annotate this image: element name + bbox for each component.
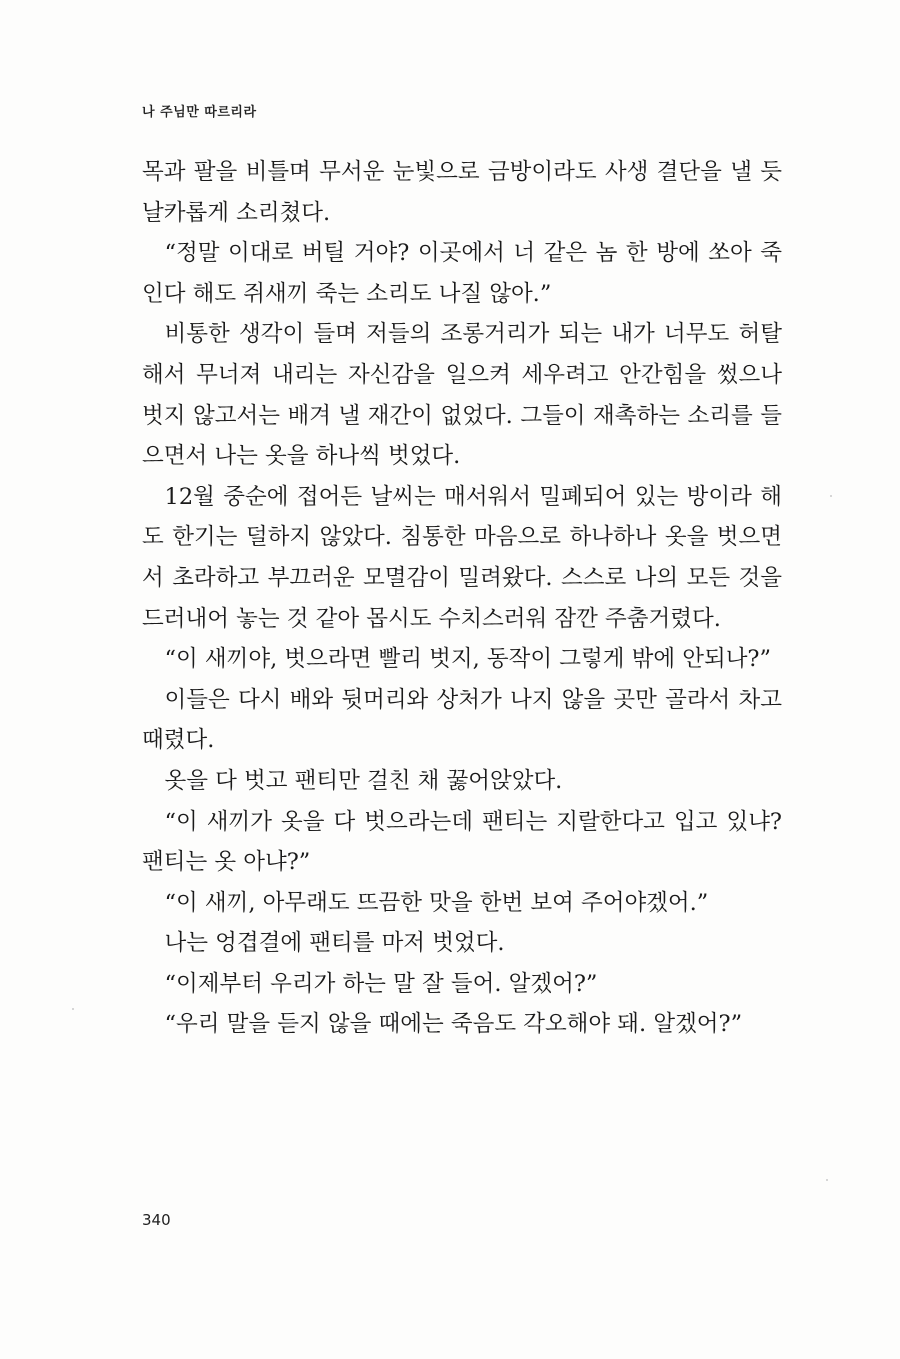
paragraph: “이 새끼야, 벗으라면 빨리 벗지, 동작이 그렇게 밖에 안되나?” <box>164 646 771 673</box>
paragraph: 비통한 생각이 들며 저들의 조롱거리가 되는 내가 너무도 허탈해서 무너져 내리는 자신감을 일으켜 세우려고 안간힘을 썼으나 벗지 않고서는 배겨 낼 재간이 없었다. 그들이 재촉하는 소리를 들으면서 나는 옷을 하나씩 벗었다. <box>142 321 782 470</box>
scan-speck <box>72 1008 74 1010</box>
paragraph: 목과 팔을 비틀며 무서운 눈빛으로 금방이라도 사생 결단을 낼 듯 날카롭게 소리쳤다. <box>142 159 782 226</box>
paragraph: 나는 엉겹결에 팬티를 마저 벗었다. <box>164 930 505 957</box>
paragraph: “우리 말을 듣지 않을 때에는 죽음도 각오해야 돼. 알겠어?” <box>164 1011 743 1038</box>
paragraph: “이 새끼가 옷을 다 벗으라는데 팬티는 지랄한다고 입고 있냐? 팬티는 옷 아냐?” <box>142 808 782 876</box>
paragraph: “이제부터 우리가 하는 말 잘 들어. 알겠어?” <box>164 970 598 997</box>
body-text <box>142 152 782 1045</box>
paragraph: “이 새끼, 아무래도 뜨끔한 맛을 한번 보여 주어야겠어.” <box>164 889 709 916</box>
paragraph: 옷을 다 벗고 팬티만 걸친 채 꿇어앉았다. <box>164 767 563 794</box>
scan-speck <box>830 495 832 497</box>
running-header: 나 주님만 따르리라 <box>142 105 257 120</box>
scan-speck <box>826 1179 828 1181</box>
paragraph: “정말 이대로 버틸 거야? 이곳에서 너 같은 놈 한 방에 쏘아 죽인다 해도 쥐새끼 죽는 소리도 나질 않아.” <box>142 240 782 307</box>
paragraph: 12월 중순에 접어든 날씨는 매서워서 밀폐되어 있는 방이라 해도 한기는 덜하지 않았다. 침통한 마음으로 하나하나 옷을 벗으면서 초라하고 부끄러운 모멸감이 밀려왔다. 스스로 나의 모든 것을 드러내어 놓는 것 같아 몹시도 수치스러워 잠깐 주춤거렸다. <box>142 483 782 632</box>
paragraph: 이들은 다시 배와 뒷머리와 상처가 나지 않을 곳만 골라서 차고 때렸다. <box>142 686 782 754</box>
page-number: 340 <box>142 1211 171 1229</box>
